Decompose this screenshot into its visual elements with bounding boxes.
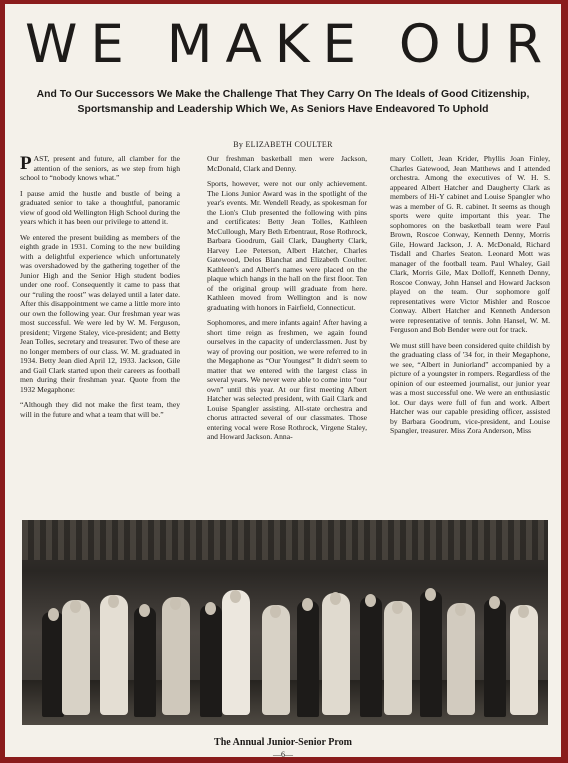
dancer-head	[489, 596, 500, 609]
paragraph-text: AST, present and future, all clamber for the attention of the seniors, as we step from high school to “nobody knows what.”	[20, 154, 180, 182]
dancer-figure	[384, 601, 412, 715]
yearbook-page	[5, 4, 561, 757]
dancer-head	[330, 592, 341, 605]
paragraph: We entered the present building as members of the eighth grade in 1931. Coming to the new building with a delightful experience which unfortunately was overshadowed by the gathering together of the Junior High and the Senior High student bodies under one roof. Consequently it came to pass that our “ruling the roost” was delayed until a later date. After this disappointment we came a little more into our own the following year. Our freshman year was most successful. We were led by W. M. Ferguson, president; Virgene Staley, vice-president; and Betty Jean Tolles, secretary and treasurer. Two of these are no longer members of our class. W. M. graduated in 1934. Betty Jean died April 12, 1933. Jackson, Gile and Gail Clark started upon their careers as football men during their freshman year. Quote from the 1932 Megaphone:	[20, 232, 180, 394]
dancer-head	[205, 602, 216, 615]
drop-cap: P	[20, 153, 32, 174]
dancer-figure	[62, 600, 90, 715]
article-column-3	[390, 154, 550, 442]
dancer-figure	[447, 603, 475, 715]
paragraph: Sophomores, and mere infants again! After having a short time reign as freshmen, we again found ourselves in the capacity of underclassmen. Just by way of proving our position, we were referred to in the Megaphone as “Our Youngest” It didn't seem to matter that we entered with the largest class in several years. We never were able to come into “our own” until this year. At our first meeting Albert Hatcher was selected president, with Gail Clark and Louise Spangler assisting. All-state orchestra and chorus attracted several of our classmates. Those entering vocal were Rose Rothrock, Virgene Staley, and Howard Jackson. Anna-	[207, 318, 367, 441]
paragraph	[20, 154, 180, 183]
dancer-head	[518, 605, 529, 618]
dancer-figure	[484, 599, 506, 717]
dancer-figure	[100, 595, 128, 715]
prom-photo	[22, 520, 548, 725]
dancer-figure	[134, 607, 156, 717]
ceiling-decor	[22, 520, 548, 560]
subheadline: And To Our Successors We Make the Challenge That They Carry On The Ideals of Good Citizenship, Sportsmanship and Leadership Which We, As Seniors Have Endeavored To Uphold	[36, 89, 530, 115]
paragraph: Sports, however, were not our only achievement. The Lions Junior Award was in the spotlight of the year's events. Mr. Wendell Ready, as spokesman for the Lion's Club presented the following with pins and certificates: Betty Jean Tolles, Kathleen McCullough, Mary Beth Erbentraut, Rose Rothrock, Barbara Goodrum, Gail Clark, Daugherty Clark, Harvey Lee Peterson, Albert Hatcher, Charles Gatewood, Delos Blanchat and Elizabeth Coulter. Kathleen's and Albert's names were placed on the plaque which hangs in the hall on the first floor. Ten of the original group will graduate from here. Kathleen moved from Wellington and is now graduating with honors in Fairfield, Connecticut.	[207, 179, 367, 312]
dancer-head	[70, 600, 81, 613]
dancer-figure	[510, 605, 538, 715]
paragraph: I pause amid the hustle and bustle of being a graduated senior to take a thoughtful, panoramic view of good old Wellington High School during the years which it has been our privilege to attend it.	[20, 188, 180, 226]
dancer-figure	[297, 601, 319, 717]
dancer-figure	[200, 605, 222, 717]
dancer-figure	[420, 591, 442, 717]
paragraph: “Although they did not make the first team, they will in the future and what a team that will be.”	[20, 400, 180, 419]
dancer-head	[48, 608, 59, 621]
dancer-head	[425, 588, 436, 601]
dancer-head	[170, 597, 181, 610]
dancer-head	[365, 594, 376, 607]
dancer-head	[230, 590, 241, 603]
article-column-1	[20, 154, 180, 425]
paragraph: Our freshman basketball men were Jackson, McDonald, Clark and Denny.	[207, 154, 367, 173]
byline: By ELIZABETH COULTER	[233, 140, 333, 149]
article-column-2	[207, 154, 367, 448]
dancer-head	[108, 595, 119, 608]
dancer-head	[455, 603, 466, 616]
paragraph: We must still have been considered quite childish by the graduating class of '34 for, in their Megaphone, we see, “Albert in Juniorland” accompanied by a picture of a youngster in rompers. Regardless of the opinion of our esteemed journalist, our junior year was a most successful one. We were an enthusiastic lot. Our days were full of fun and work. Albert Hatcher was our capable presiding officer, assisted by Barbara Goodrum, vice-president, and Louise Spangler, treasurer. Miss Zora Anderson, Miss	[390, 340, 550, 435]
dancer-figure	[162, 597, 190, 715]
photo-caption: The Annual Junior-Senior Prom	[214, 737, 352, 748]
dancer-figure	[322, 593, 350, 715]
dancer-figure	[360, 597, 382, 717]
paragraph: mary Collett, Jean Krider, Phyllis Joan Finley, Charles Gatewood, Jean Matthews and I attended orchestra. Among the executives of W. H. S. appeared Albert Hatcher and Daugherty Clark as members of Hi-Y cabinet and Louise Spangler who was a member of G. R. cabinet. It seems as though sports were quite important this year. The sophomores on the basketball team were Paul Brown, Roscoe Conway, Kenneth Denny, Morris Gile, Howard Jackson, J. A. McDonald, Richard Tisdall and Charles Seaton. Leonard Mott was manager of the football team. Paul Whaley, Gail Clark, Morris Gile, Max Dolloff, Kenneth Denny, Roscoe Conway, John Hansel and Howard Jackson played on the team. Our sophomore golf representatives were Victor Mishler and Roscoe Conway. Albert Hatcher and Kenneth Anderson were representative of tennis. John Hansel, W. M. Ferguson and Bob Bender were out for track.	[390, 154, 550, 334]
dancer-head	[270, 605, 281, 618]
dancer-head	[139, 604, 150, 617]
dancer-head	[302, 598, 313, 611]
dancer-head	[392, 601, 403, 614]
page-number: —6—	[273, 750, 293, 757]
dancer-figure	[262, 605, 290, 715]
headline: WE MAKE OUR	[25, 14, 556, 75]
dancer-figure	[222, 590, 250, 715]
dancer-figure	[42, 612, 64, 717]
